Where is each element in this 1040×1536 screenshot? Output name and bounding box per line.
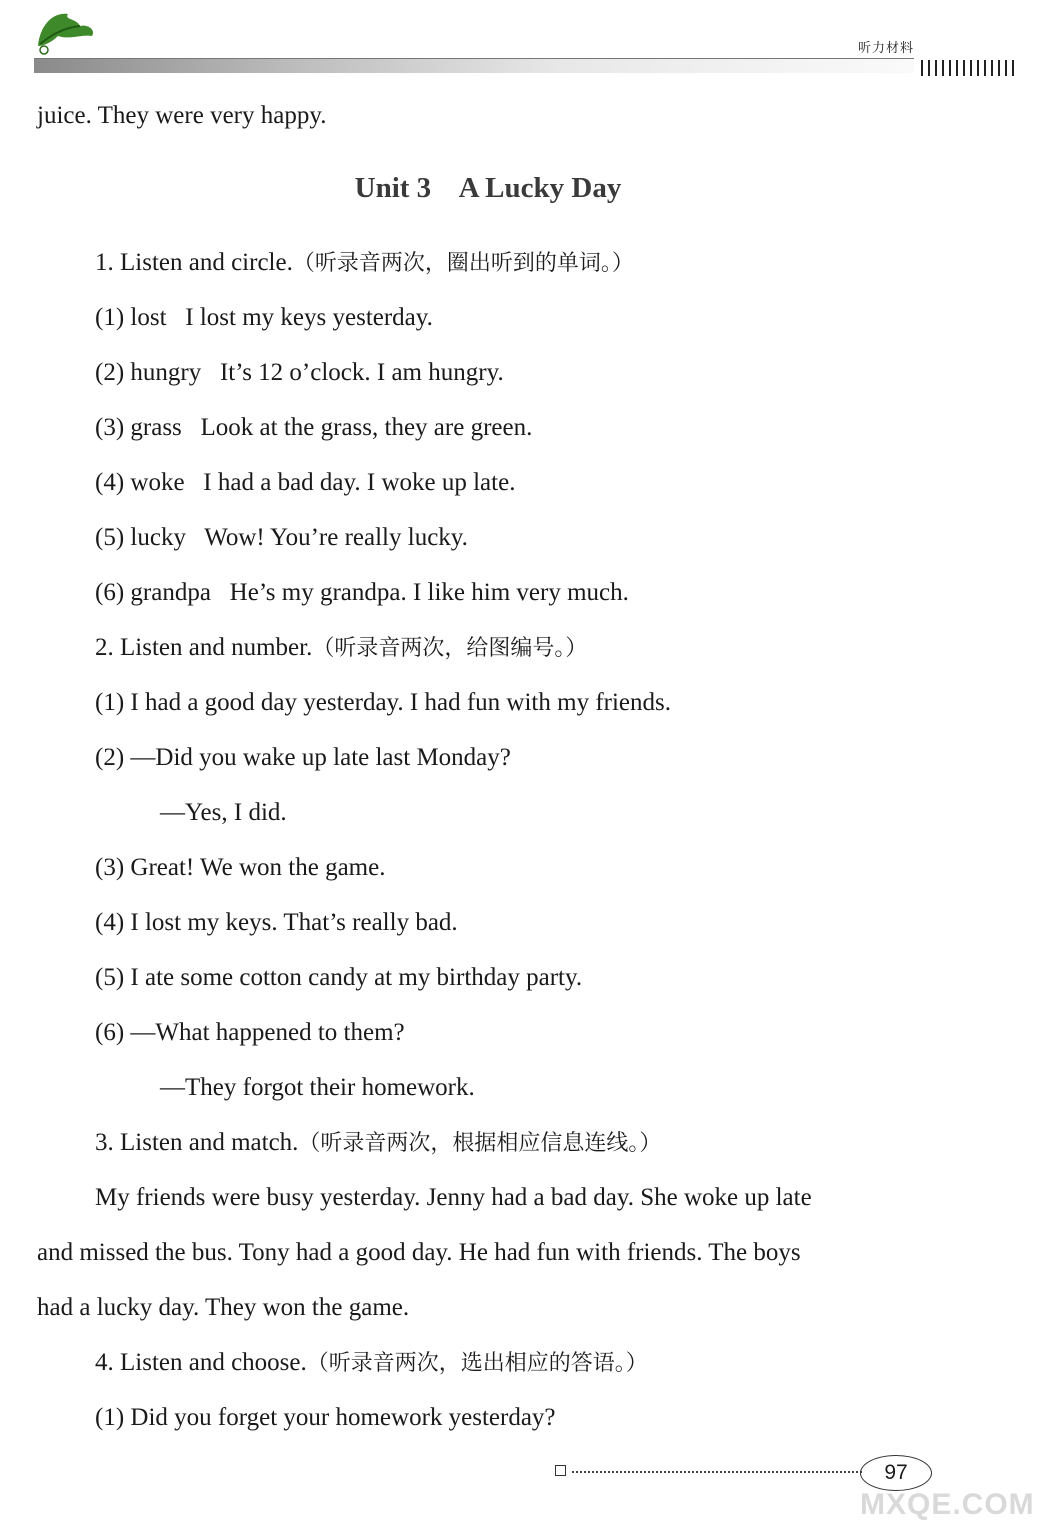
text-line xyxy=(95,742,511,774)
text-line xyxy=(160,1072,475,1104)
leaf-logo-icon xyxy=(30,6,100,56)
watermark: MXQE.COM xyxy=(860,1488,1035,1521)
line-chinese-instruction: （听录音两次，给图编号。） xyxy=(312,636,588,661)
header-label: 听力材料 xyxy=(858,41,915,56)
text-line xyxy=(95,522,468,554)
line-english: (1) Did you forget your homework yesterday? xyxy=(95,1404,556,1431)
text-line xyxy=(95,687,671,719)
line-english: (6) —What happened to them? xyxy=(95,1019,405,1046)
line-chinese-instruction: （听录音两次，选出相应的答语。） xyxy=(306,1351,648,1376)
text-line xyxy=(160,797,287,829)
line-english: and missed the bus. Tony had a good day. He had fun with friends. The boys xyxy=(37,1239,801,1266)
line-english: 3. Listen and match. xyxy=(95,1129,299,1156)
line-english: (2) —Did you wake up late last Monday? xyxy=(95,744,511,771)
line-english: —Yes, I did. xyxy=(160,799,287,826)
line-english: (6) grandpa He’s my grandpa. I like him very much. xyxy=(95,579,629,606)
line-english: (3) grass Look at the grass, they are green. xyxy=(95,414,533,441)
text-line xyxy=(95,302,433,334)
line-english: (2) hungry It’s 12 o’clock. I am hungry. xyxy=(95,359,504,386)
footer-dotted-line xyxy=(572,1471,862,1473)
text-line xyxy=(37,100,326,132)
line-english: (1) I had a good day yesterday. I had fun with my friends. xyxy=(95,689,671,716)
text-line xyxy=(37,1292,409,1324)
line-english: (3) Great! We won the game. xyxy=(95,854,386,881)
text-line xyxy=(37,1237,801,1269)
line-english: (5) lucky Wow! You’re really lucky. xyxy=(95,524,468,551)
text-line xyxy=(95,357,504,389)
text-line xyxy=(95,467,515,499)
footer-square-icon xyxy=(555,1465,566,1476)
line-chinese-instruction: （听录音两次，圈出听到的单词。） xyxy=(292,251,634,276)
line-english: had a lucky day. They won the game. xyxy=(37,1294,410,1321)
text-line xyxy=(95,412,532,444)
line-english: juice. They were very happy. xyxy=(37,102,327,129)
text-line xyxy=(95,247,634,280)
text-line xyxy=(95,632,587,665)
text-line xyxy=(95,852,385,884)
line-english: (4) woke I had a bad day. I woke up late. xyxy=(95,469,516,496)
line-english: My friends were busy yesterday. Jenny had a bad day. She woke up late xyxy=(95,1184,812,1211)
line-english: 1. Listen and circle. xyxy=(95,249,293,276)
header-ticks xyxy=(920,60,1018,76)
text-line xyxy=(95,1127,661,1160)
text-line xyxy=(95,577,629,609)
line-english: 2. Listen and number. xyxy=(95,634,313,661)
page-number: 97 xyxy=(860,1455,932,1491)
text-line xyxy=(95,1182,812,1214)
text-line xyxy=(95,962,582,994)
line-english: —They forgot their homework. xyxy=(160,1074,475,1101)
text-line xyxy=(95,1017,405,1049)
unit-title: Unit 3 A Lucky Day xyxy=(354,172,622,204)
line-english: 4. Listen and choose. xyxy=(95,1349,307,1376)
page-header xyxy=(0,0,1040,90)
line-chinese-instruction: （听录音两次，根据相应信息连线。） xyxy=(298,1131,662,1156)
text-line xyxy=(95,1402,556,1434)
line-english: (5) I ate some cotton candy at my birthday party. xyxy=(95,964,583,991)
header-bar xyxy=(34,58,914,73)
line-english: (1) lost I lost my keys yesterday. xyxy=(95,304,433,331)
text-line xyxy=(95,1347,648,1380)
text-line xyxy=(95,907,458,939)
line-english: (4) I lost my keys. That’s really bad. xyxy=(95,909,458,936)
